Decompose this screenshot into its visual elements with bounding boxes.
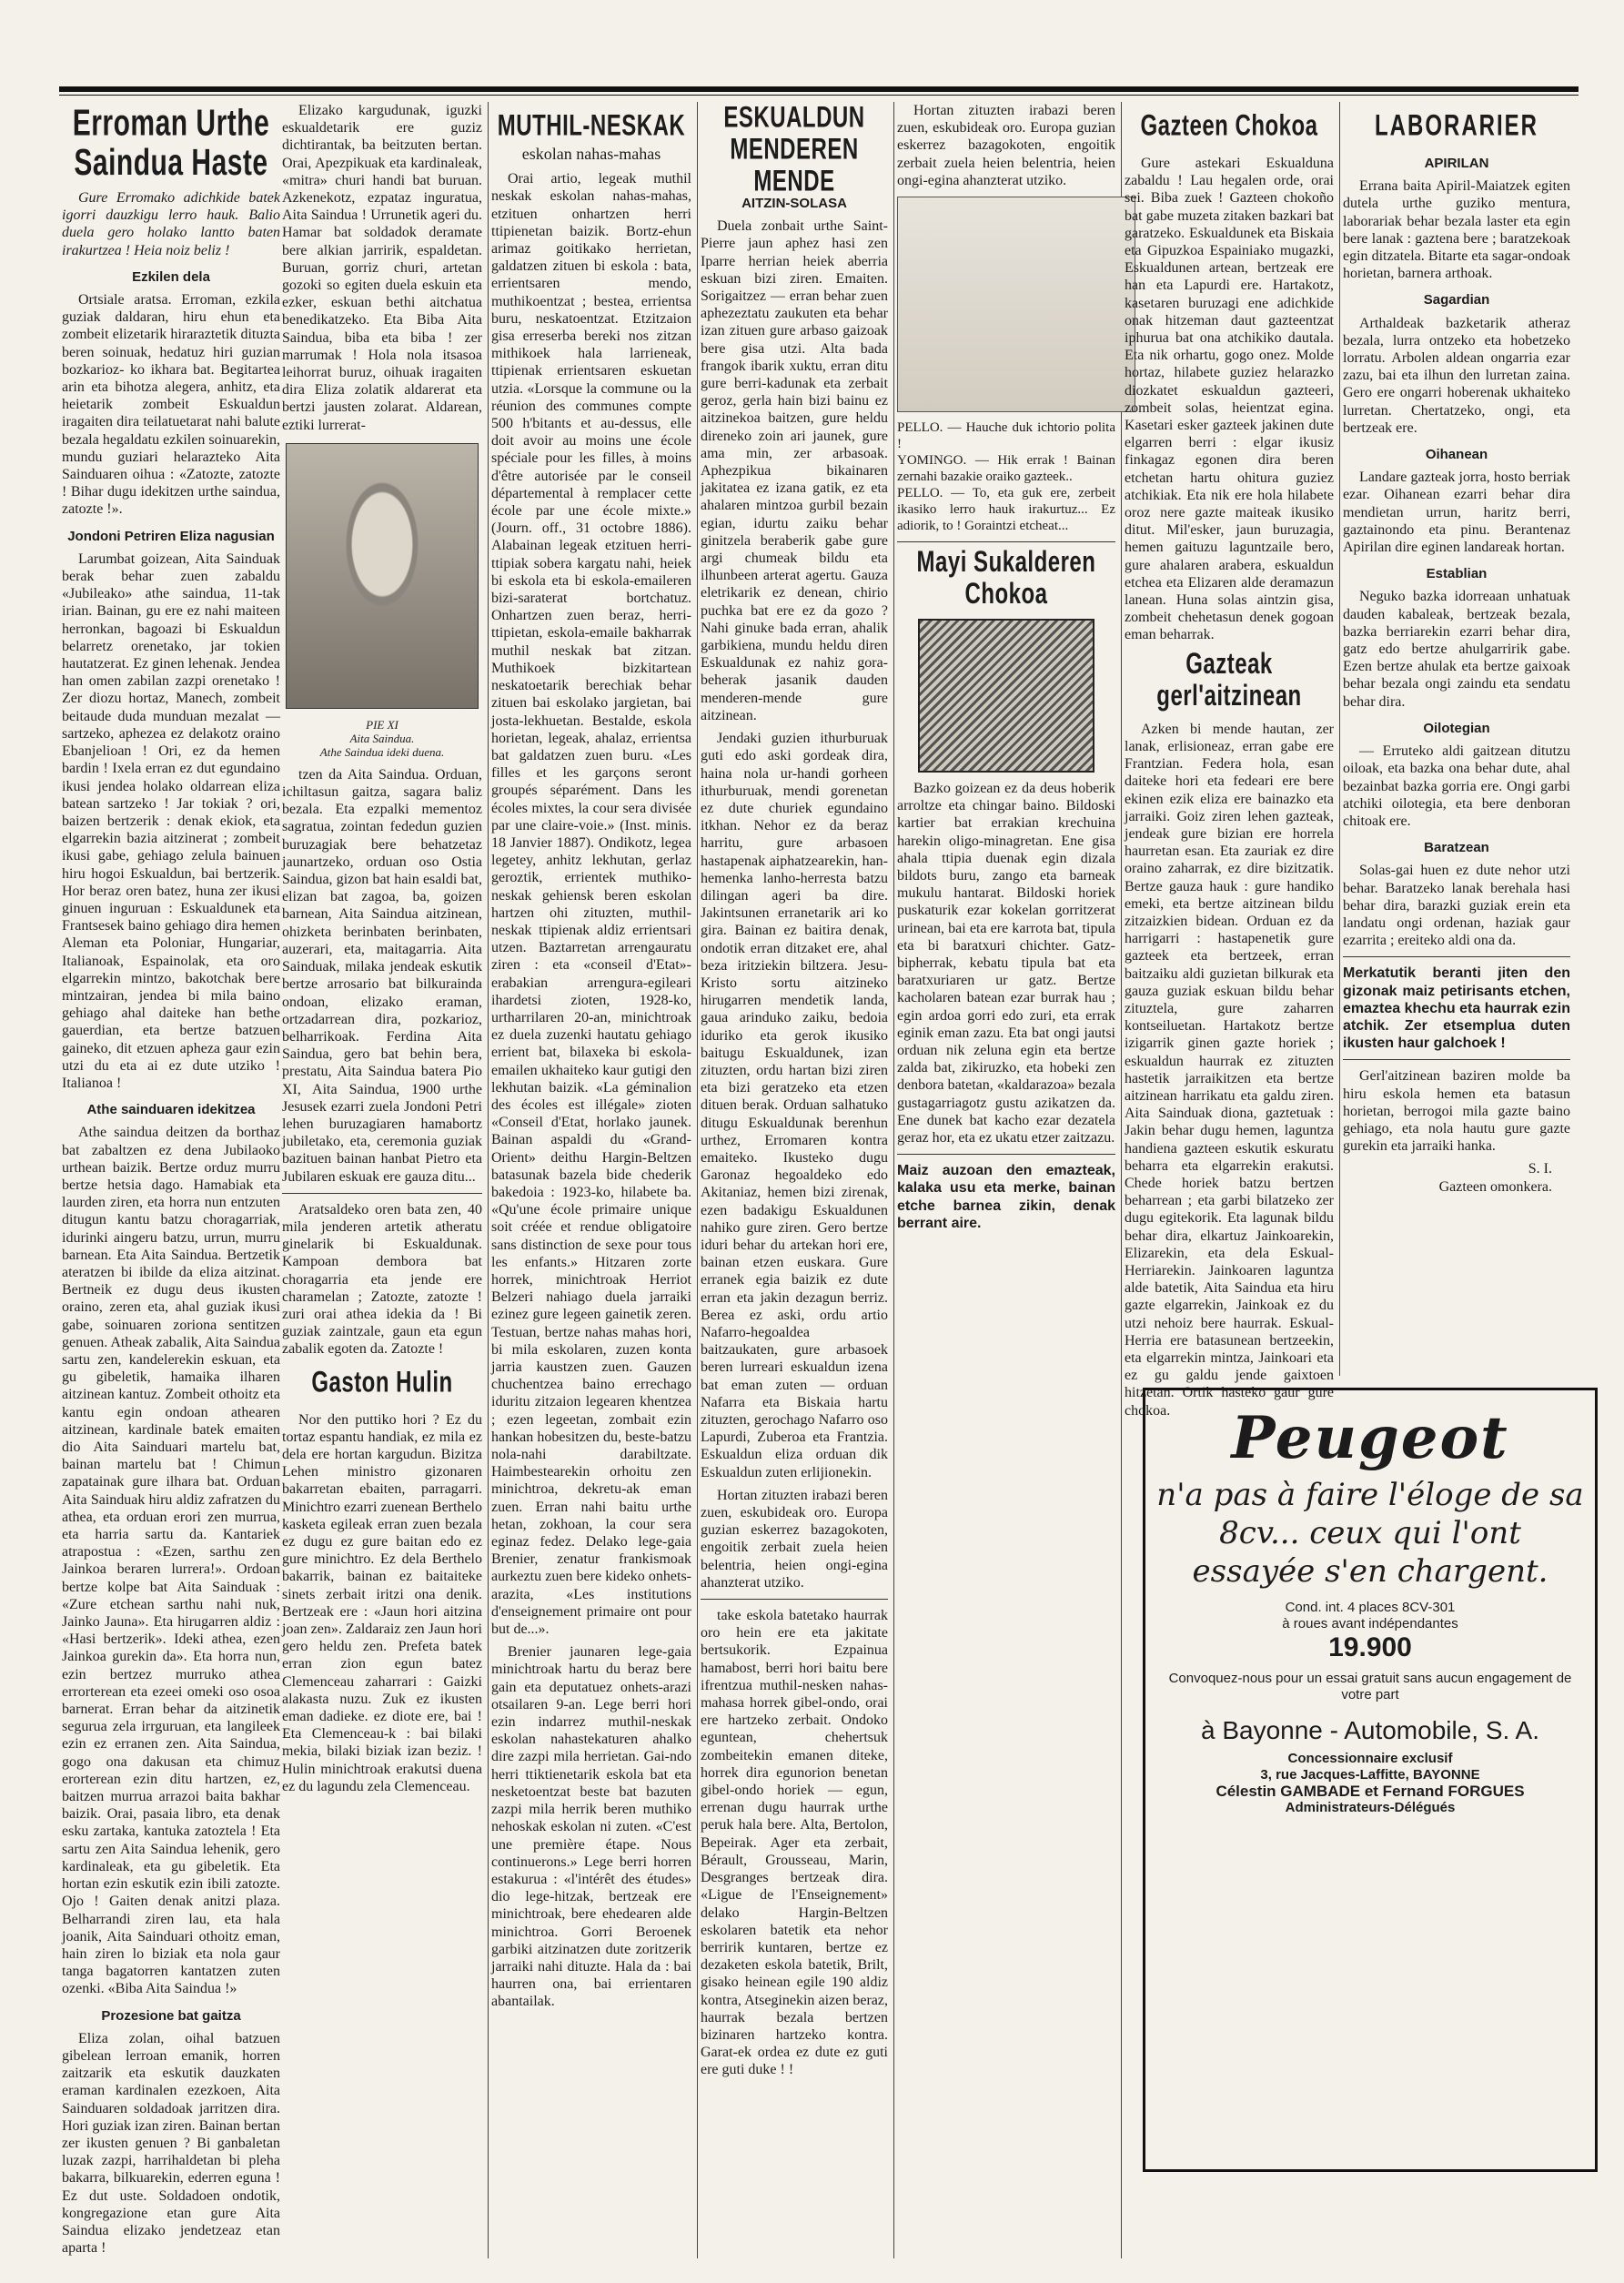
section-rule [282, 1193, 482, 1194]
kitchen-illustration [918, 619, 1094, 773]
ad-names: Célestin GAMBADE et Fernand FORGUES [1215, 1783, 1525, 1800]
ad-address: 3, rue Jacques-Laffitte, BAYONNE [1260, 1767, 1480, 1783]
notice-box: Maiz auzoan den emazteak, kalaka usu eta merke, bainan etche barnea zikin, denak berrant aire. [897, 1163, 1115, 1231]
article-text: Brenier jaunaren lege-gaia minichtroak hartu du beraz bere gain eta deputatuez onhets-arazi otsailaren 9-an. Lege berri hori ezin indarrez muthil-neskak eskolan nahastekaturen ahalko dire zazpi mila herrietan. Gai-ndo herri ttiktienetarik eskola bat eta nesketoentzat beste bat bazuten zazpi mila herrik beren muthiko nehoskak eskolan ni zuten. «C'est une première étape. Nous continuerons.» Lege berri horren estakurua : «l'intérêt des études» dio lege-hitzak, bertzeak ere minichtroak, bere ehedearen alde minichtroa. Gorri Beroenek garbiki aitzinatzen dute zoritzerik jarraiki nahi dituzte. Hala da : bai haurren ona, bai errientaren abantailak. [491, 1644, 691, 2010]
column-divider [1339, 102, 1340, 1376]
section-text: Neguko bazka idorreaan unhatuak dauden kabaleak, bertzeak bezala, bazka berriarekin ezarri behar dira, gatz edo bertze ahulgarririk gabe. Ezen bertze ahulak eta bertze gaixoak behar bezala ongi zaindu eta sendatu behar dira. [1343, 589, 1570, 710]
ad-concession: Concessionnaire exclusif [1287, 1751, 1453, 1766]
ad-convoquez: Convoquez-nous pour un essai gratuit sans aucun engagement de votre part [1168, 1671, 1572, 1702]
article-title: Gazteen Chokoa [1140, 109, 1318, 143]
section-rule [897, 541, 1115, 542]
section-heading: Prozesione bat gaitza [101, 2007, 241, 2024]
column-continuation [282, 102, 482, 2277]
peugeot-logo: Peugeot [1231, 1404, 1509, 1472]
column-eskualdun [701, 102, 888, 2277]
article-title: Erroman Urthe Saindua Haste [72, 103, 270, 184]
section-text: Errana baita Apiril-Maiatzek egiten dutela urthe guziko mentura, laborariak behar bezala laster eta egin bere lanak : gaztena bere ; baratzekoak egin ditzatela. Bitarte eta sagar-ondoak horietan, barnera arthoak. [1343, 178, 1570, 282]
section-text: Athe saindua deitzen da borthaz bat zabaltzen ez dena Jubilaoko urthean baizik. Bertze orduz murru bertze hetsia dago. Hamabiak eta laurden ziren, eta horra nun entzuten ditugun kantu batzu choragarriak, idurinki aingeru batzu, urrun, murru barnean. Eta Aita Saindua. Bertzetik ateratzen bi ibilde da eliza aitzinat. Bertneik ez dugu deus ikusten oraino, zeren eta, ahal guziak ikusi gabe, soinuaren zoriona sentitzen genuen. Atheak zabalik, Aita Saindua sartu zen, kandelerekin eskuan, eta gu gibeletik, hamaika ilharen aitzinean kantuz. Zombeit othoitz eta kantu egin ondoan athearen aitzinean, kardinale batek emaiten dio Aita Sainduari martelu bat, bainan martelu bat ! Chimun zapatainak gure ilhara bat. Orduan Aita Sainduak hiru aldiz zafratzen du athea, eta orduan erori zen murrua, eta harria sartu da. Kantariek atrapostua : «Ezen, sarthu zen Jainkoa beraren lurrera!». Ordoan bertze kolpe bat Aita Sainduak : «Zure etchean sarthu nahi nuk, Jainko Jauna». Eta hirugarren aldiz : «Hasi bertzerik». Ideki athea, ezen Jainkoa gurekin da». Eta horra nun, ezin bertzez murruko athea errorterean eta ezeei omeki oso osoa barnerat. Erran behar da aitzinetik segurua zela irrguruan, eta langileek ezin ez erranen zen. Aita Saindua, gogo ona dakusan eta chimuz erorterean ezin ditu hartzen, ez, baitzen murrua arrazoi baita bakhar baizik. Orai, pasaia libro, eta denak esku zartaka, kantuka zatoztela ! Eta sartu zen Aita Saindua lehenik, gero kardinaleak, eta gu gibeletik. Eta hortan ezin eskutik ezin ibili zatozte. Ojo ! Gaiten denak anitzi plaza. Belharrandi ziren lau, eta hala joanik, Aita Sainduari othoitz eman, hain ziren lo biziak eta nola gaur tanga bagatorren kantatzen zuten ozenki. «Biba Aita Saindua !» [62, 1125, 280, 1997]
top-rule [59, 86, 1579, 92]
article-text: Bazko goizean ez da deus hoberik arroltze eta chingar baino. Bildoski kartier bat errakian krechuina harekin oligo-minagretan. Ene gisa ahala ttipia duenak egin dizala bildots buru, zango eta barneak mukulu hantarat. Bildoski horiek puskaturik ezar kokelan gorritzerat urinean, bai eta ere karrota bat, tipula eta bi baratxuri chichter. Gatz-bipherrak, kebatu tipula bat eta baratxuriaren ur gatz. Bertze kacholaren batean ezar burrak hau ; egin ardoa gorri edo zuri, eta errak eginik eman zazu. Eta bat ongi jautsi orduan nik zeluna egin eta bertze zalda bat, zikiruzko, eta hobeki zen denbora batetan, «kaldarazoa» bezala gustagarriagotz gustu azikatzen da. Ene dunek bat kacho ezar dezatela geraz hor, eta ez ukatu etzer zaitzazu. [897, 781, 1115, 1147]
column-divider [893, 102, 894, 2258]
article-text: Duela zonbait urthe Saint-Pierre jaun aphez hasi zen Iparre herrian heiek aberria eskuan bizi ziren. Emaiten. Sorigaitzez — erran behar zuen aphezeztatu zaukuten eta behar izan zituen gure arbaso gaizoak bere gisa utzi. Alta bada frangok ibarik xuktu, erran ditu gure berri-kadunak eta zerbait geroz, gerla hain bizi bainu ez aitzinekoa baitzen, gure heldu direneko zoin ari jaunek, gure ama min, zer arbasoak. Aphezpikua bikainaren jakitatea ez izana gatik, ez eta ahalaren mintzoa gurbil bezain egian, idurtu zaiku behar ginitzela beraberik gabe gure argi chumeak bildu eta ilhunbeen arterat agertu. Gauza eletrikarik ez denean, chirio puchka bat ere ez da gozo ? Nahi ginuke bada erran, ahalik garbikiena, mundu heldu diren Eskualdunak ez nahiz gora-beherak jasanik dauden menderen-mende gure aitzinean. [701, 218, 888, 723]
article-text: Gure astekari Eskualduna zabaldu ! Lau hegalen orde, orai sei. Biba zuek ! Gazteen chokoño bat gabe muzeta zitaken bazkari bat garatzeko. Eskualdunek eta Biskaia eta Gipuzkoa Espainiako mugazki, Eskualdunen artean, bertzeak ere han eta Lapurdi ere. Hartakotz, kasetaren buruzagi ene adichkide onak hitzeman daut gazteentzat iphurua bat ona atchikiko dautala. Eta nik orhartu, gogo onez. Molde hortaz, hilabete guziez helarazko diozkatet eskualdun gazteeri, zombeit solas, heientzat egina. Kasetari esker gazteek jakinen dute elgarren berri : elgar ikusiz finkagaz egonen dira beren etchetan hartu ohitura guziez atchikiak. Eta nik ere hola hilabete oroz nere gazte maiteak ikusiko ditut. Mil'esker, jaun buruzagia, hemen gaituzu laguntzaile bero, gure ahalaren arabera, eskualdun etchea eta Elizaren alde deramazun lanean. Huna solas aintzin gisa, zombeit chehetasun denek gogoan eman beharrak. [1125, 156, 1334, 643]
article-subtitle: eskolan nahas-mahas [521, 145, 661, 163]
article-text: Hortan zituzten irabazi beren zuen, eskubideak oro. Europa guzian eskerrez bazagokoten, engoitik zerbait zuela heien belentria, heien ongi-egina ahanzterat utziko. [701, 1487, 888, 1591]
section-heading: Jondoni Petriren Eliza nagusian [67, 528, 275, 544]
section-heading: Oihanean [1425, 447, 1488, 463]
section-text: Ortsiale aratsa. Erroman, ezkila guziak daldaran, hiru ehun eta zombeit elizetarik hiraraztetik dituzta beren soinuak, hedatuz hiri guzian bozkarioz- ko ikhara bat. Begitartea arin eta bihotza alegera, anhitz, eta heietarik zombeit Eskualdun iragaiten dira teilatuetarat nahi balute bezala hegaldatu ezkilen soinuarekin, mundu guziari helarazteko Aita Sainduaren oihua : «Zatozte, zatozte ! Bihar dugu idekitzen urthe saindua, zatozte !». [62, 292, 280, 518]
article-text: Jendaki guzien ithurburuak guti edo aski gordeak dira, haina nola ur-handi gorheen ithurburuak, mendi gorenetan ez dute churiek egundaino itkhan. Nehor ez da beraz harritu, gure arbasoen hastapenak aiphatzearekin, han-hemenka lanho-herresta batzu dilingan ageri ba dire. Jakintsunen erranetarik ari ko gira. Bainan ez baitira denak, ondotik erran ditzaket ere, ahal beza iritziekin biltzera. Jesu-Kristo sortu aitzineko hirugarren mendetik landa, gaua arinduko zaiku, bedoia iduriko eta gerok ikusiko baitugu Eskualdunek, izan zituzten, ordu hartan bizi ziren eta bizi geratzeko eta etzen dituen berak. Orduan salhatuko ditugu Eskualdunak berenhun urthez, Erromaren kontra emaiteko. Ikusteko dugu Garonaz hegoaldeko edo Akitaniaz, hemen bizi zirenak, ezen badakigu Eskualdunen nahiko gure ziren. Gero bertze iduri behar du artekan hori ere, bainan etzen euskara. Gure erranek egia baizik ez dute erran eta jakin dezagun berriz. Berea ez aski, ordu artio Nafarro-hegoaldea baitzaukaten, gure arbasoek beren lurreari eskualdun izena bat eman zuten — orduan Nafarra eta Biskaia hartu zituzten, gerochago Nafarro oso Lapurdi, Zuberoa eta Frantzia. Eskualdun eliza orduan dik Eskualdun zuten erlijionekin. [701, 731, 888, 1480]
section-heading: Sagardian [1423, 292, 1490, 308]
article-title: MUTHIL-NESKAK [497, 109, 686, 143]
article-title: Mayi Sukalderen Chokoa [916, 545, 1096, 611]
ad-price: 19.900 [1328, 1632, 1412, 1662]
section-heading: AITZIN-SOLASA [741, 196, 847, 211]
column-laborarier [1343, 102, 1570, 1376]
article-text: Azken bi mende hautan, zer lanak, erlisioneaz, erran gabe ere Frantzian. Federa hola, esan daiteke hori eta fedeari ere bere ekinen ezik eliza ere bainazko eta jarraiki. Goiz ziren lehen gazteak, jendeak gure bizian ere horrela haurretan esan. Eta zauriak ez dire oraino zaharrak, ez dire bizitzatik. Bertze gauza hauk : gure handiko emeki, eta bertze aitzinean bildu zitzaizkien bidean. Orduan ez da harrigarri : hastapenetik gure gazteek eta bertzeek, erran baitzaiku aldi guzietan bilkurak eta gauza guziak eskuan bildu behar zituztela, gure zaharren kontseiluetan. Hartakotz bertze izigarrik ginen gazte horiek ; eskualdun haurrak ez zituzten hastetik jarraikitzen eta bertze aitzinean harrikatu eta galdu ziren. Aita Sainduak diona, gaztetuak : Jakin behar dugu hemen, laguntza handiena gazteen eskutik eskuratu beharra eta elgarrekin erakutsi. Chede horiek batzu bertzen beharrean ; eta garbi bilatzeko zer dugu egitekorik. Eta lagunak bildu behar dira, elkartuz Jainkoarekin, Elizarekin, eta dela Eskual-Herriarekin. Jainkoaren laguntza alde batetik, Aita Saindua eta hiru gazte elgarrekin, Jainkoak ez du utzi nehoiz bere haurrak. Eskual-Herria ere batasunean bertzeekin, eta elgarrekin mintza, Jainkoari eta ez gu galdu jende gaixtoen hitzetan. Ortik hasteko gaur gure chokoa. [1125, 721, 1334, 1419]
ad-conditions-2: à roues avant indépendantes [1282, 1616, 1458, 1631]
section-rule [701, 1599, 888, 1600]
article-text: Nor den puttiko hori ? Ez du tortaz espantu handiak, ez mila ez dela ere hortan kargudun. Bizitza Lehen ministro gizonaren bakarretan ebaiten, parragarri. Minichtro ezarri zuenean Berthelo kasketa egileak erran zuen bezala ez dugu ez gure baitan edo ez gure minichtro. Ez dela Berthelo bakarrik, bainan ez baitaiteke sinets zerbait iritzi ona denik. Bertzeak ere : «Jaun hori aitzina joan zen». Zaldaraiz zen Jaun hori gero heldu zen. Prefeta batek erran zion egun batez Clemenceau zaharrari : Gaizki alakasta nuzu. Zuk ez ikusten eman dadieke. ez diote ere, bai ! Eta Clemenceau-k : bai bilaki mekia, bilaki biziak izan beziz. ! Hulin minichtroak erakutsi duena ez du lagundu zela Clemenceau. [282, 1411, 482, 1794]
photo-caption: PIE XI Aita Saindua. Athe Saindua ideki duena. [319, 717, 445, 759]
article-text: Hortan zituzten irabazi beren zuen, eskubideak oro. Europa guzian eskerrez bazagokoten, engoitik zerbait zuela heien belentria, heien ongi-egina ahanzterat utziko. [897, 103, 1115, 188]
article-title: Gaston Hulin [311, 1365, 453, 1399]
column-illustration [897, 102, 1115, 2277]
column-divider [488, 102, 489, 2258]
section-heading: Baratzean [1424, 840, 1489, 856]
section-rule [1343, 956, 1570, 957]
section-heading: Ezkilen dela [132, 268, 210, 285]
ad-slogan: n'a pas à faire l'éloge de sa 8cv... ceux qui l'ont essayée s'en chargent. [1156, 1477, 1584, 1590]
section-text: Solas-gai huen ez dute nehor utzi behar. Baratzeko lanak berehala hasi behar dira, barazki guziak erein eta landatu ongi ordenan, haziak gaur ezarrita ; ereiteko aldi ona da. [1343, 863, 1570, 949]
column-erroman [62, 102, 280, 2277]
section-rule [1343, 1059, 1570, 1060]
section-text: Eliza zolan, oihal batzuen gibelean lerroan emanik, horren zaitzarik eta eskutik dauzkaten eraman kardinalen ezezkoen, Aita Sainduaren soldadoak jarritzen dira. Hori guziak izan ziren. Bainan bertan zer ikusten genuen ? Bi ganbaletan luzak zazpi, harrihaldetan bi pleha bakarra, bilkuarekin, ederren eguna ! Ez dut uste. Soldadoen ondotik, kongregazione etan gure Aita Saindua elizako jendetzeaz etan aparta ! [62, 2030, 280, 2257]
article-text: Aratsaldeko oren bata zen, 40 mila jenderen artetik atheratu ginelarik bi Eskualdunak. Kampoan dembora bat choragarria eta jende ere charamelan ; Zatozte, zatozte ! zuri orai athea idekia da ! Bi guziak zaintzale, gaun eta egun zabalik egoten da. Zatozte ! [282, 1201, 482, 1358]
section-heading: Oilotegian [1423, 720, 1490, 736]
article-text: Elizako kargudunak, iguzki eskualdetarik ere guziz dichtirantak, ba beitzuten bertan. Orai, Apezpikuak eta kardinaleak, «mitra» churi handi bat buruan. Azkenekotz, ezpataz inguratua, Aita Saindua ! Urrunetik ageri du. Hamar bat soldadok deramate bere alkian jarririk, espaldetan. Buruan, gorriz churi, artetan gozoki so egiten duela eskuin eta ezker, eskuan bethi aitchatua benedikatzeko. Eta Biba Aita Saindua, biba eta biba ! zer marrumak ! Hola nola itsasoa leihorrat buruz, oihuak iragaiten dira Eliza zolatik aldarerat eta bertzi jausten zolarat. Aldarean, eztiki lurrerat- [282, 103, 482, 433]
section-heading: Establian [1426, 566, 1488, 582]
signature: S. I. Gazteen omonkera. [1438, 1161, 1552, 1195]
article-title: ESKUALDUN MENDEREN MENDE [723, 101, 865, 198]
section-text: Larumbat goizean, Aita Sainduak berak behar zuen zabaldu «Jubileako» athe saindua, 11-tak irian. Bainan, gu ere ez nahi maiteen herronkan, bagoazi bi Eskualdun belarretz orenetako, jar tokien hautatzerat. Ez ginen lehenak. Jendea han omen zabilan zazpi orenetako ! Zer diozu hortaz, Manech, zombeit beitaude duda munduan mezalat — sartzeko, aphezea ez delakotz oraino Ebanjelioan ! Ori, ez da hemen bardin ! Ixela erran ez dut egundaino ikusi jendea holako oldarrean eliza batean sartzeko ! Jar tokiak ? ori, baizen bertzerik : denak ekiok, eta elgarrekin bazia aitzinerat ; zombeit ikusi gabe, gehiago zelula bainuen hiru hogoi Eskualdun, bai bertzerik. Hor beraz oren batez, huna zer ikusi ginuen inguruan : Eskualdunek eta Frantsesek baino gehiago dira hemen Aleman eta Poloniar, Hungariar, Italianoak, Espainolak, eta oro elgarrekin mintzo, bakotchak bere mintzairan, jendea bi mila baino gehiago ahal daiteke han bethe gauerdian, eta bertze batzuen gaineko, dit etzuen apheza gaur ezin utzi du eta ai ez dute utziko ! Italianoa ! [62, 551, 280, 1091]
section-heading: APIRILAN [1424, 156, 1489, 171]
peugeot-advertisement [1143, 1388, 1598, 2172]
cartoon-caption: PELLO. — Hauche duk ichtorio polita ! YOMINGO. — Hik errak ! Bainan zernahi bazakie oraiko gazteek.. PELLO. — To, eta guk ere, zerbeit ikasiko lerro hauk irakurtuz... Ez adiorik, to ! Goraintzi etcheat... [897, 420, 1115, 534]
section-text: — Erruteko aldi gaitzean ditutzu oiloak, eta bazka ona behar dute, ahal bezainbat bazka gorria ere. Ongi garbi atchiki oilotegia, eta bere denboran chitoak ere. [1343, 743, 1570, 829]
notice-box: Merkatutik beranti jiten den gizonak maiz petirisants etchen, emaztea khechu eta haurrak ezin atchik. Zer etsemplua duten ikusten haur galchoek ! [1343, 965, 1570, 1052]
column-muthil-neskak [491, 102, 691, 2277]
article-text: Gerl'aitzinean baziren molde ba hiru eskola hemen eta batasun horietan, berrogoi mila gazte baino gehiago, eta nola hautu gure gazte gurekin eta jarraiki hanka. [1343, 1068, 1570, 1155]
article-title: Gazteak gerl'aitzinean [1156, 647, 1302, 712]
section-text: Landare gazteak jorra, hosto berriak ezar. Oihanean ezarri behar dira mendietan urrun, haritz berri, gaztainondo eta pinu. Berantenaz Apirilan dire eginen landareak hortan. [1343, 470, 1570, 556]
column-gazteen [1125, 102, 1334, 1419]
section-rule [897, 1154, 1115, 1155]
article-title: LABORARIER [1375, 109, 1538, 143]
pope-photo [286, 443, 479, 709]
ad-dealer: à Bayonne - Automobile, S. A. [1200, 1716, 1539, 1744]
column-divider [1121, 102, 1122, 2258]
article-text: Orai artio, legeak muthil neskak eskolan nahas-mahas, etzituen onhartzen herri ttipienetan baizik. Bortz-ehun arimaz goitikako herrietan, galdatzen zituen bi eskola : bata, errientsaren mendo, muthikoentzat ; bestea, errientsa buru, neskatoentzat. Etzitzaion gisa erreserba bereki nos zitzan mithikoek hala larrieneak, ttipienak errientsaren eskuetan utzia. «Lorsque la commune ou la réunion des communes compte 500 h'bitants et au-dessus, elle doit avoir au moins une école spéciale pour les filles, à moins d'être autorisée par le conseil départemental à remplacer cette école par une école mixte.» (Journ. off., 31 octobre 1886). Alabainan legeak etzituen herri-ttipiak sobera kargatu nahi, heiek bi eskola eta bi eskola-emaileren bizi-saraterat bortchatuz. Onhartzen zuen beraz, herri-ttipietan, eskola-emaile bakharrak muthil neskak bat zitzan. Muthikoek bizkitartean neskatoetarik berechiak behar zituen bai eskolako jargietan, bai josta-lekhuetan. Bestalde, eskola horietan, legeak, ahalaz, errientsa bat galdatzen zuen buru. «Les filles et les garçons seront groupés séparément. Dans les écoles mixtes, la cour sera divisée par une claire-voie.» (Inst. minis. 18 Janvier 1887). Ondikotz, legea legetey, anhitz lekhutan, gerlaz geroztik, errientek muthiko-neskak gehiensk beren eskolan hartzen ohi zituzten, muthil-neskak ttipienak aldiz errientsari utzen. Baztarretan arrengauratu ziren : eta «conseil d'Etat»-erabakian arrengura-egileari ihardetsi zioten, 1928-ko, urtharrilaren 20-an, minichtroak ez duela zuzenki hautatu gehiago errient bat, bilaxeka bi eskola-emailen ukhaiteko kaur gutigi den lekhutan baizik. «La géminalion des écoles est illégale» zioten «Conseil d'Etat, horlako jaunek. Bainan aspaldi du «Grand-Orient» deithu Hargin-Beltzen batasunak bazela bide chederik bakedoia : 1923-ko, hilabete ba. «Qu'une école primaire unique soit créée et rendue obligatoire sans distinction de sexe pour tous les enfants.» Hitzaren zorte horrek, minichtroak Herriot Belzeri nahiago duela jarraiki ezinez gure legeen gainetik zeren. Testuan, bertze nahas mahas hori, bi mila eskolaren, zuzen konta jarria kaustzen zuen. Gauzen chuchentzea baino errechago iduritu zitzaion legearen khentzea ; ezen legeetan, zombait ezin hankan hobesitzen du, beste-batzu nola-nahi darabiltzate. Haimbestearekin orhoitu zen minichtroa, dekretu-ak eman zuen. Erran nahi baitu urthe hetan, zokhoan, la cour sera eginaz fedez. Delako lege-gaia Brenier, zenatur frankismoak aurkeztu zuen bere kideko onhets-arazita, «Les institutions d'enseignement primaire ont pour but de...». [491, 171, 691, 1638]
ad-conditions: Cond. int. 4 places 8CV-301 [1285, 1600, 1456, 1615]
section-heading: Athe sainduaren idekitzea [86, 1102, 256, 1118]
article-text: take eskola batetako haurrak oro hein ere eta jakitate bertsukorik. Ezpainua hamabost, berri hori baitu bere ifrentzua muthil-nesken nahas-mahasa horrek gibel-ondo, orai ere hartzeko zerbait. Ondoko eguntean, chehertsuk zombeitekin emanen diteke, horrek dira egunorion benetan gibel-ondo horiek — egun, errenan dugu haurrak urthe peruk hala bere. Alta, Bertolon, Bepeirak. Ager eta zerbait, Bérault, Grousseau, Marin, Desgranges bertzeak dira. «Ligue de l'Enseignement» delako Hargin-Beltzen eskolaren batetik eta nehor berririk kuntaren, bertze ez dezaketen eskola batetik, Brilt, gisako heinean egile 190 aldiz kontra, Atseginekin aizen beraz, haurrak bezala bertzen bizinaren hartzeko kontra. Garat-ek ordea ez dute ez guti ere guti duke ! ! [701, 1608, 888, 2078]
top-rule-thin [59, 95, 1579, 96]
ad-admin: Administrateurs-Délégués [1285, 1800, 1456, 1815]
cartoon-illustration [897, 197, 1135, 412]
section-text: Arthaldeak bazketarik atheraz bezala, lurra ontzeko eta hobetzeko lorratu. Arbolen aldean ongarria ezar zazu, bai eta ilhun den lurretan zaina. Gero ere ongarri hoberenak ukhaiteko lurretan. Chertatzeko, ongi, eta bertzeak ere. [1343, 315, 1570, 436]
column-divider [697, 102, 698, 2258]
article-text: tzen da Aita Saindua. Orduan, ichiltasun gaitza, sagara baliz bezala. Eta ezpalki mementoz sagratua, zointan fededun guzien buruzagiak bere behatzetaz jaunartzeko, orduan oso Ostia Saindua, gizon bat hain esaldi bat, elizan bat zagoa, ba, goizen barnean, Aita Saindua aitzinean, ohizketa berinbaten berinbaten, auzerari, eta, maitagarria. Aita Sainduak, milaka jendeak eskutik bertze arrosario bat bilkurainda ondoan, elizako eraman, ortzadarrean dira, pozkarioz, belharrikoak. Ferdina Aita Saindua, gero bat behin bera, prestatu, Aita Saindua batera Pio XI, Aita Saindua, 1900 urthe Jesusek ezarri zuela Jondoni Petri lehen buruzagiaren hamabortz jubiletako, eta, ceremonia guziak bazituen bainan hanbat Pietro eta Jubilaren eskuak ere gauza ditu... [282, 766, 482, 1185]
article-intro: Gure Erromako adichkide batek igorri dauzkigu lerro hauk. Balio duela gero holako lantto baten irakurtzea ! Heia noiz beliz ! [62, 190, 280, 258]
